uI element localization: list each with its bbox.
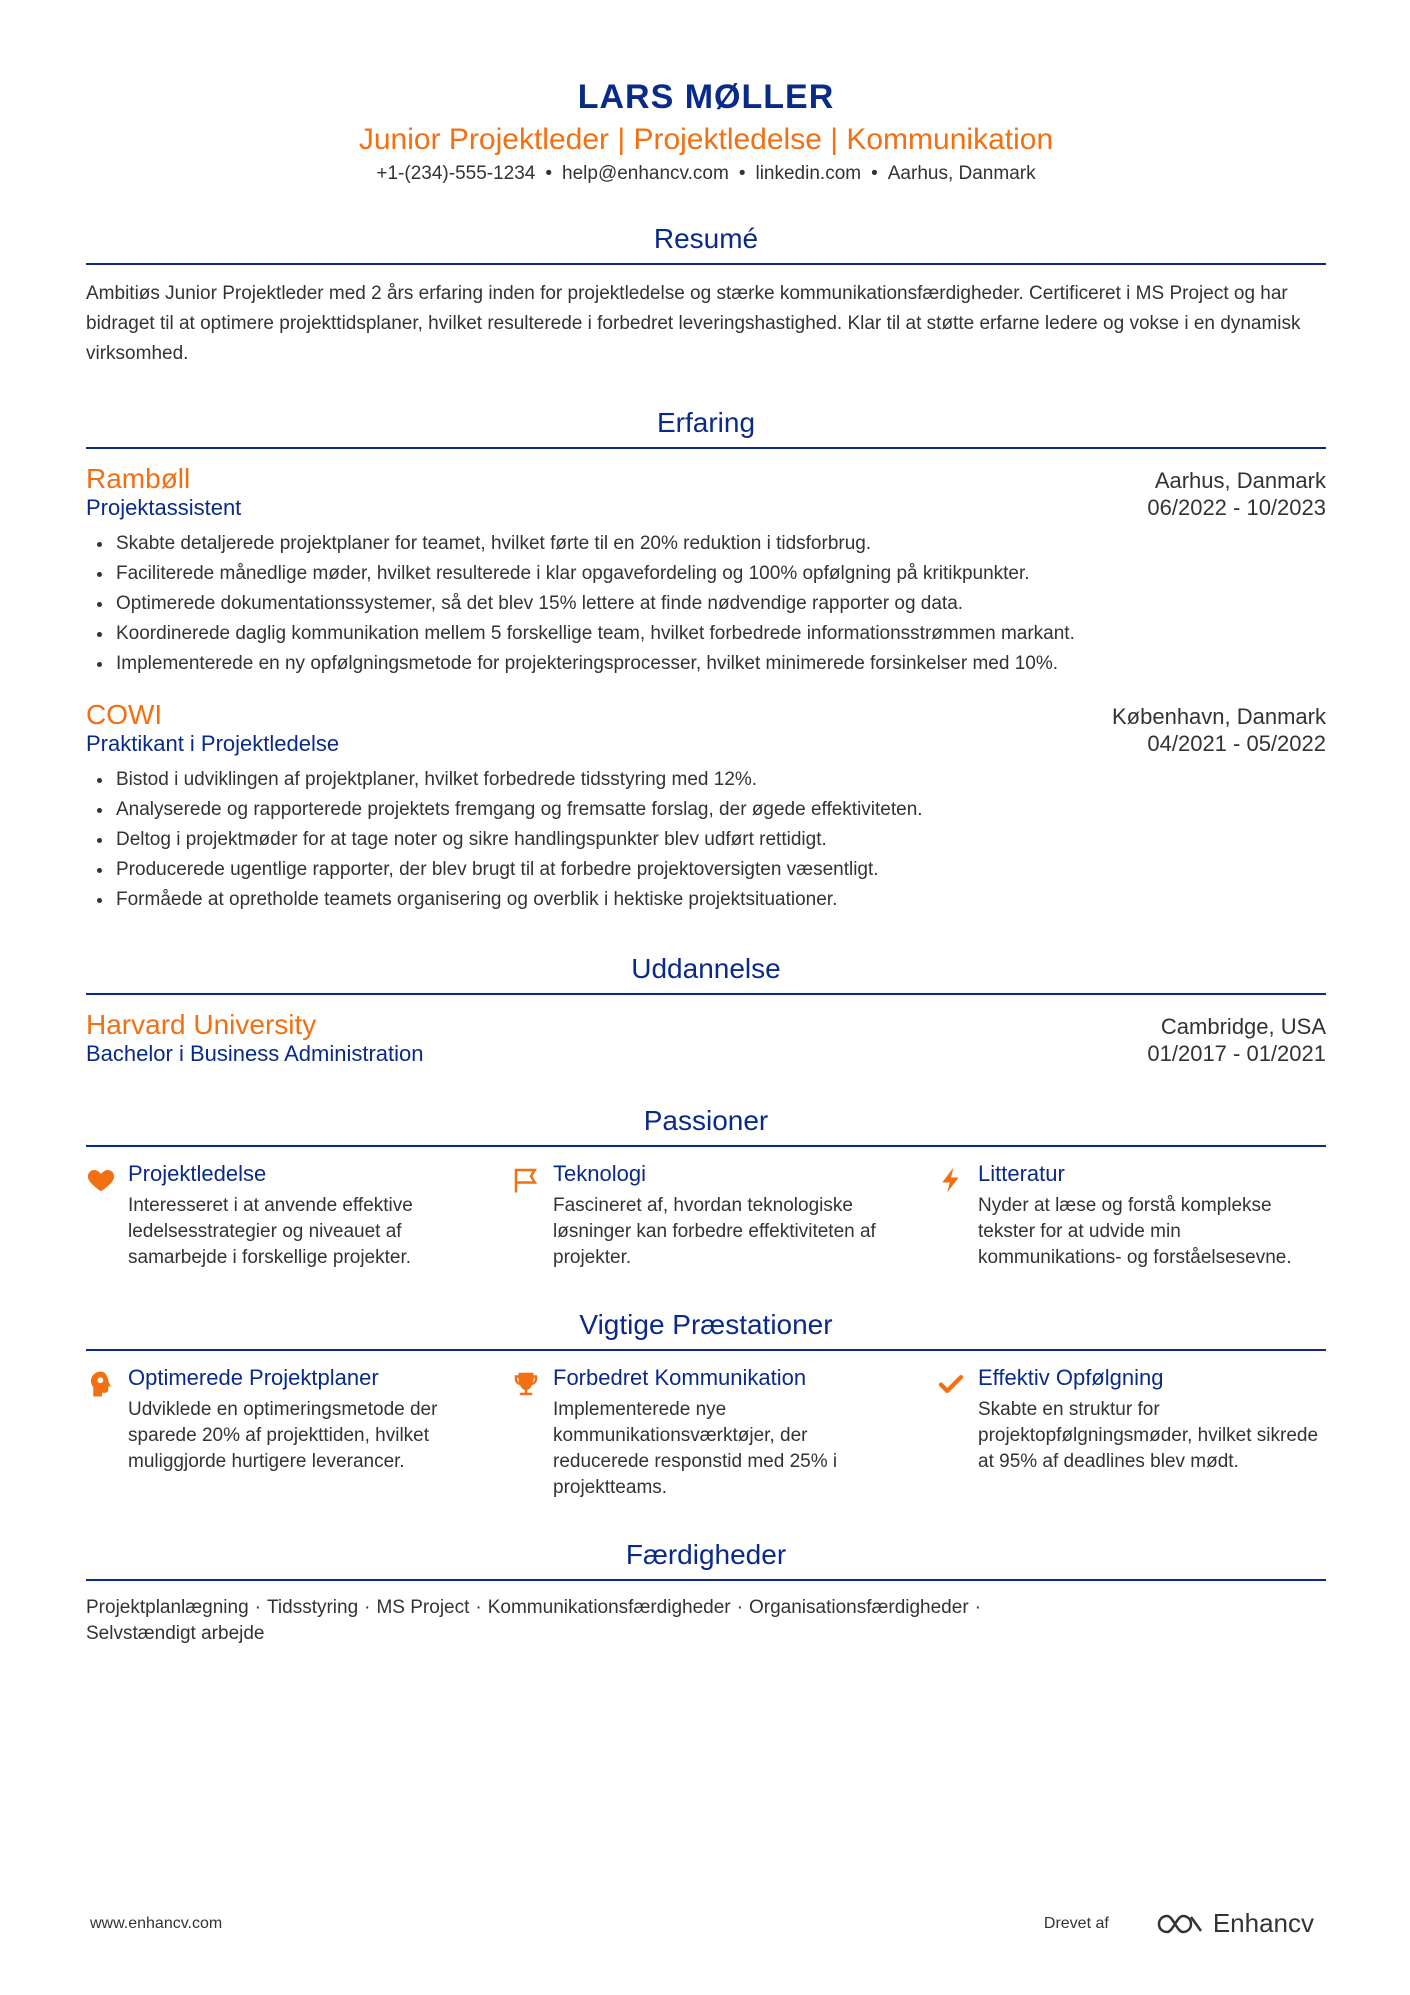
bullet-item: • Producerede ugentlige rapporter, der blev brugt til at forbedre projektoversigten væsentligt. <box>114 855 1326 885</box>
skill-item: Selvstændigt arbejde <box>86 1623 265 1644</box>
section-title-summary: Resumé <box>86 223 1326 265</box>
achievement-title: Optimerede Projektplaner <box>128 1365 379 1390</box>
contact-separator: • <box>738 163 746 184</box>
job-bullets <box>86 529 1326 679</box>
powered-by-label: Drevet af <box>1043 1914 1109 1932</box>
brand-logo[interactable] <box>1157 1908 1314 1939</box>
skills-list <box>86 1595 1126 1647</box>
passion-desc: Interesseret i at anvende effektive ledelsesstrategier og niveauet af samarbejde i forskellige projekter. <box>128 1195 413 1268</box>
achievement-title: Effektiv Opfølgning <box>978 1365 1164 1390</box>
passion-title: Projektledelse <box>128 1161 267 1186</box>
job-role: Projektassistent <box>86 495 242 520</box>
skill-separator: · <box>475 1597 482 1618</box>
achievements-section <box>86 1309 1326 1501</box>
skill-item: Projektplanlægning <box>86 1597 249 1618</box>
skills-section <box>86 1539 1326 1647</box>
company-name: Rambøll <box>86 463 191 494</box>
passions-section <box>86 1105 1326 1271</box>
passion-desc: Nyder at læse og forstå komplekse tekster for at udvide min kommunikations- og forståelsesevne. <box>978 1195 1292 1268</box>
candidate-name: LARS MØLLER <box>577 78 835 116</box>
bullet-item: • Optimerede dokumentationssystemer, så det blev 15% lettere at finde nødvendige rapporter og data. <box>114 589 1326 619</box>
school-location: Cambridge, USA <box>1160 1014 1326 1039</box>
achievement-title: Forbedret Kommunikation <box>553 1365 807 1390</box>
skill-separator: · <box>974 1597 981 1618</box>
contact-separator: • <box>545 163 553 184</box>
skill-separator: · <box>736 1597 743 1618</box>
job-dates: 04/2021 - 05/2022 <box>1147 731 1326 756</box>
contact-email[interactable]: help@enhancv.com <box>562 163 729 184</box>
job-bullets <box>86 765 1326 915</box>
job-dates: 06/2022 - 10/2023 <box>1147 495 1326 520</box>
resume-content <box>86 70 1326 1647</box>
section-title-achievements: Vigtige Præstationer <box>86 1309 1326 1351</box>
education-dates: 01/2017 - 01/2021 <box>1147 1041 1326 1066</box>
degree: Bachelor i Business Administration <box>86 1041 424 1066</box>
achievement-item <box>511 1365 901 1501</box>
candidate-title: Junior Projektleder | Projektledelse | Kommunikation <box>358 123 1054 156</box>
achievement-item <box>86 1365 476 1501</box>
skill-item: Organisationsfærdigheder <box>748 1597 969 1618</box>
passion-item <box>86 1161 476 1271</box>
achievement-desc: Skabte en struktur for projektopfølgningsmøder, hvilket sikrede at 95% af deadlines blev mødt. <box>978 1399 1319 1472</box>
passion-title: Litteratur <box>978 1161 1065 1186</box>
enhancv-logo-icon <box>1157 1913 1203 1935</box>
section-title-passions: Passioner <box>86 1105 1326 1147</box>
achievement-desc: Udviklede en optimeringsmetode der sparede 20% af projekttiden, hvilket muliggjorde hurtigere leverancer. <box>128 1399 438 1472</box>
passion-item <box>936 1161 1326 1271</box>
achievement-item <box>936 1365 1326 1501</box>
skill-item: Tidsstyring <box>267 1597 359 1618</box>
contact-separator: • <box>871 163 878 184</box>
flag-icon <box>511 1161 553 1271</box>
skill-separator: · <box>364 1597 371 1618</box>
footer-url[interactable]: www.enhancv.com <box>90 1914 223 1932</box>
bullet-item: • Implementerede en ny opfølgningsmetode for projekteringsprocesser, hvilket minimerede forsinkelser med 10%. <box>114 649 1326 679</box>
summary-text: Ambitiøs Junior Projektleder med 2 års erfaring inden for projektledelse og stærke kommunikationsfærdigheder. Certificeret i MS Project og har bidraget til at optimere projekttidsplaner, hvilket resulterede i forbedret leveringshastighed. Klar til at støtte erfarne ledere og vokse i en dynamisk virksomhed. <box>86 283 1301 364</box>
bullet-item: • Formåede at opretholde teamets organisering og overblik i hektiske projektsituationer. <box>114 885 1326 915</box>
bolt-icon <box>936 1161 978 1271</box>
achievement-desc: Implementerede nye kommunikationsværktøjer, der reducerede responstid med 25% i projektteams. <box>553 1399 838 1498</box>
education-section <box>86 953 1326 1067</box>
experience-entry <box>86 699 1326 915</box>
head-brain-icon <box>86 1365 128 1501</box>
powered-by <box>1044 1908 1314 1939</box>
job-role: Praktikant i Projektledelse <box>86 731 340 756</box>
bullet-item: • Deltog i projektmøder for at tage noter og sikre handlingspunkter blev udført rettidigt. <box>114 825 1326 855</box>
job-location: Aarhus, Danmark <box>1154 468 1326 493</box>
passion-item <box>511 1161 901 1271</box>
experience-section <box>86 407 1326 915</box>
passion-title: Teknologi <box>553 1161 646 1186</box>
school-name: Harvard University <box>86 1009 317 1040</box>
brand-name: Enhancv <box>1212 1908 1314 1938</box>
summary-section <box>86 223 1326 369</box>
skill-item: MS Project <box>376 1597 470 1618</box>
bullet-item: • Koordinerede daglig kommunikation mellem 5 forskellige team, hvilket forbedrede informationsstrømmen markant. <box>114 619 1326 649</box>
trophy-icon <box>511 1365 553 1501</box>
contact-line <box>86 163 1326 185</box>
skill-item: Kommunikationsfærdigheder <box>487 1597 731 1618</box>
company-name: COWI <box>86 699 163 730</box>
bullet-item: • Bistod i udviklingen af projektplaner, hvilket forbedrede tidsstyring med 12%. <box>114 765 1326 795</box>
page-footer <box>90 1908 1314 1939</box>
section-title-education: Uddannelse <box>86 953 1326 995</box>
section-title-experience: Erfaring <box>86 407 1326 449</box>
passion-desc: Fascineret af, hvordan teknologiske løsninger kan forbedre effektiviteten af projekter. <box>553 1195 876 1268</box>
contact-linkedin[interactable]: linkedin.com <box>755 163 862 184</box>
skill-separator: · <box>254 1597 261 1618</box>
heart-icon <box>86 1161 128 1271</box>
contact-phone: +1-(234)-555-1234 <box>376 163 536 184</box>
bullet-item: • Faciliterede månedlige møder, hvilket resulterede i klar opgavefordeling og 100% opfølgning på kritikpunkter. <box>114 559 1326 589</box>
checkmark-icon <box>936 1365 978 1501</box>
section-title-skills: Færdigheder <box>86 1539 1326 1581</box>
experience-entry <box>86 463 1326 679</box>
resume-header <box>86 78 1326 185</box>
bullet-item: • Analyserede og rapporterede projektets fremgang og fremsatte forslag, der øgede effektiviteten. <box>114 795 1326 825</box>
bullet-item: • Skabte detaljerede projektplaner for teamet, hvilket førte til en 20% reduktion i tidsforbrug. <box>114 529 1326 559</box>
job-location: København, Danmark <box>1112 704 1326 729</box>
contact-location: Aarhus, Danmark <box>887 163 1036 184</box>
